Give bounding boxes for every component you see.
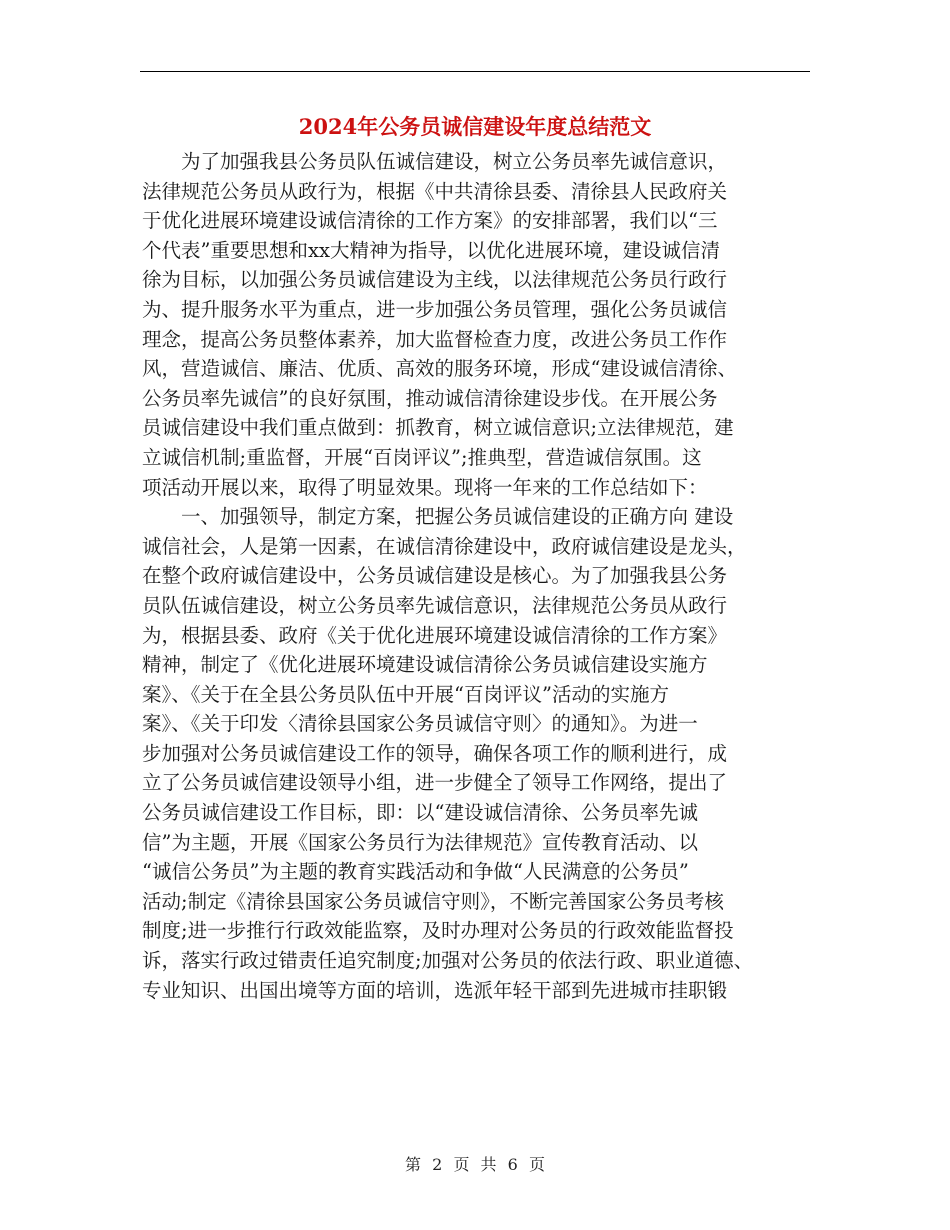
body-line: 于优化进展环境建设诚信清徐的工作方案》的安排部署，我们以“三: [142, 209, 718, 233]
body-line: 在整个政府诚信建设中，公务员诚信建设是核心。为了加强我县公务: [142, 564, 728, 588]
body-line: 案》、《关于印发〈清徐县国家公务员诚信守则〉的通知》。为进一: [142, 712, 698, 736]
body-line: 个代表”重要思想和xx大精神为指导，以优化进展环境，建设诚信清: [142, 238, 720, 262]
body-line: 公务员诚信建设工作目标，即：以“建设诚信清徐、公务员率先诚: [142, 801, 698, 825]
footer-total-label: 共: [480, 1155, 497, 1174]
document-title: 2024年公务员诚信建设年度总结范文: [298, 114, 652, 139]
body-line: 步加强对公务员诚信建设工作的领导，确保各项工作的顺利进行，成: [142, 741, 728, 765]
footer-prefix: 第: [405, 1155, 422, 1174]
header-rule: [140, 71, 810, 72]
body-line: 专业知识、出国出境等方面的培训，选派年轻干部到先进城市挂职锻: [142, 978, 728, 1002]
body-line: 为、提升服务水平为重点，进一步加强公务员管理，强化公务员诚信: [142, 297, 728, 321]
body-line: 法律规范公务员从政行为，根据《中共清徐县委、清徐县人民政府关: [142, 179, 728, 203]
page-number-footer: [0, 1152, 950, 1175]
body-line: 信”为主题，开展《国家公务员行为法律规范》宣传教育活动、以: [142, 830, 698, 854]
body-line: 风，营造诚信、廉洁、优质、高效的服务环境，形成“建设诚信清徐、: [142, 357, 737, 381]
body-line: 立了公务员诚信建设领导小组，进一步健全了领导工作网络，提出了: [142, 771, 728, 795]
body-line: 员队伍诚信建设，树立公务员率先诚信意识，法律规范公务员从政行: [142, 593, 728, 617]
body-line: 公务员率先诚信”的良好氛围，推动诚信清徐建设步伐。在开展公务: [142, 386, 718, 410]
body-line: 精神，制定了《优化进展环境建设诚信清徐公务员诚信建设实施方: [142, 653, 708, 677]
footer-page-word: 页: [453, 1155, 470, 1174]
body-line: 为了加强我县公务员队伍诚信建设，树立公务员率先诚信意识，: [181, 150, 728, 173]
body-line: 案》、《关于在全县公务员队伍中开展“百岗评议”活动的实施方: [142, 682, 669, 706]
document-body: [142, 147, 810, 1005]
body-line: 一、加强领导，制定方案，把握公务员诚信建设的正确方向 建设: [181, 505, 734, 529]
body-line: 员诚信建设中我们重点做到：抓教育，树立诚信意识;立法律规范，建: [142, 416, 734, 440]
total-page-number: 6: [507, 1155, 518, 1174]
body-line: “诚信公务员”为主题的教育实践活动和争做“人民满意的公务员”: [142, 860, 689, 884]
body-line: 活动;制定《清徐县国家公务员诚信守则》，不断完善国家公务员考核: [142, 889, 724, 913]
current-page-number: 2: [432, 1155, 443, 1174]
body-line: 为，根据县委、政府《关于优化进展环境建设诚信清徐的工作方案》: [142, 623, 728, 647]
body-line: 制度;进一步推行行政效能监察，及时办理对公务员的行政效能监督投: [142, 919, 734, 943]
body-line: 立诚信机制;重监督，开展“百岗评议”;推典型，营造诚信氛围。这: [142, 445, 702, 469]
body-line: 诚信社会，人是第一因素，在诚信清徐建设中，政府诚信建设是龙头，: [142, 534, 747, 558]
footer-suffix: 页: [528, 1155, 545, 1174]
body-line: 理念，提高公务员整体素养，加大监督检查力度，改进公务员工作作: [142, 327, 728, 351]
body-line: 项活动开展以来，取得了明显效果。现将一年来的工作总结如下：: [142, 475, 708, 499]
body-line: 诉，落实行政过错责任追究制度;加强对公务员的依法行政、职业道德、: [142, 949, 754, 973]
body-line: 徐为目标，以加强公务员诚信建设为主线，以法律规范公务员行政行: [142, 268, 728, 292]
